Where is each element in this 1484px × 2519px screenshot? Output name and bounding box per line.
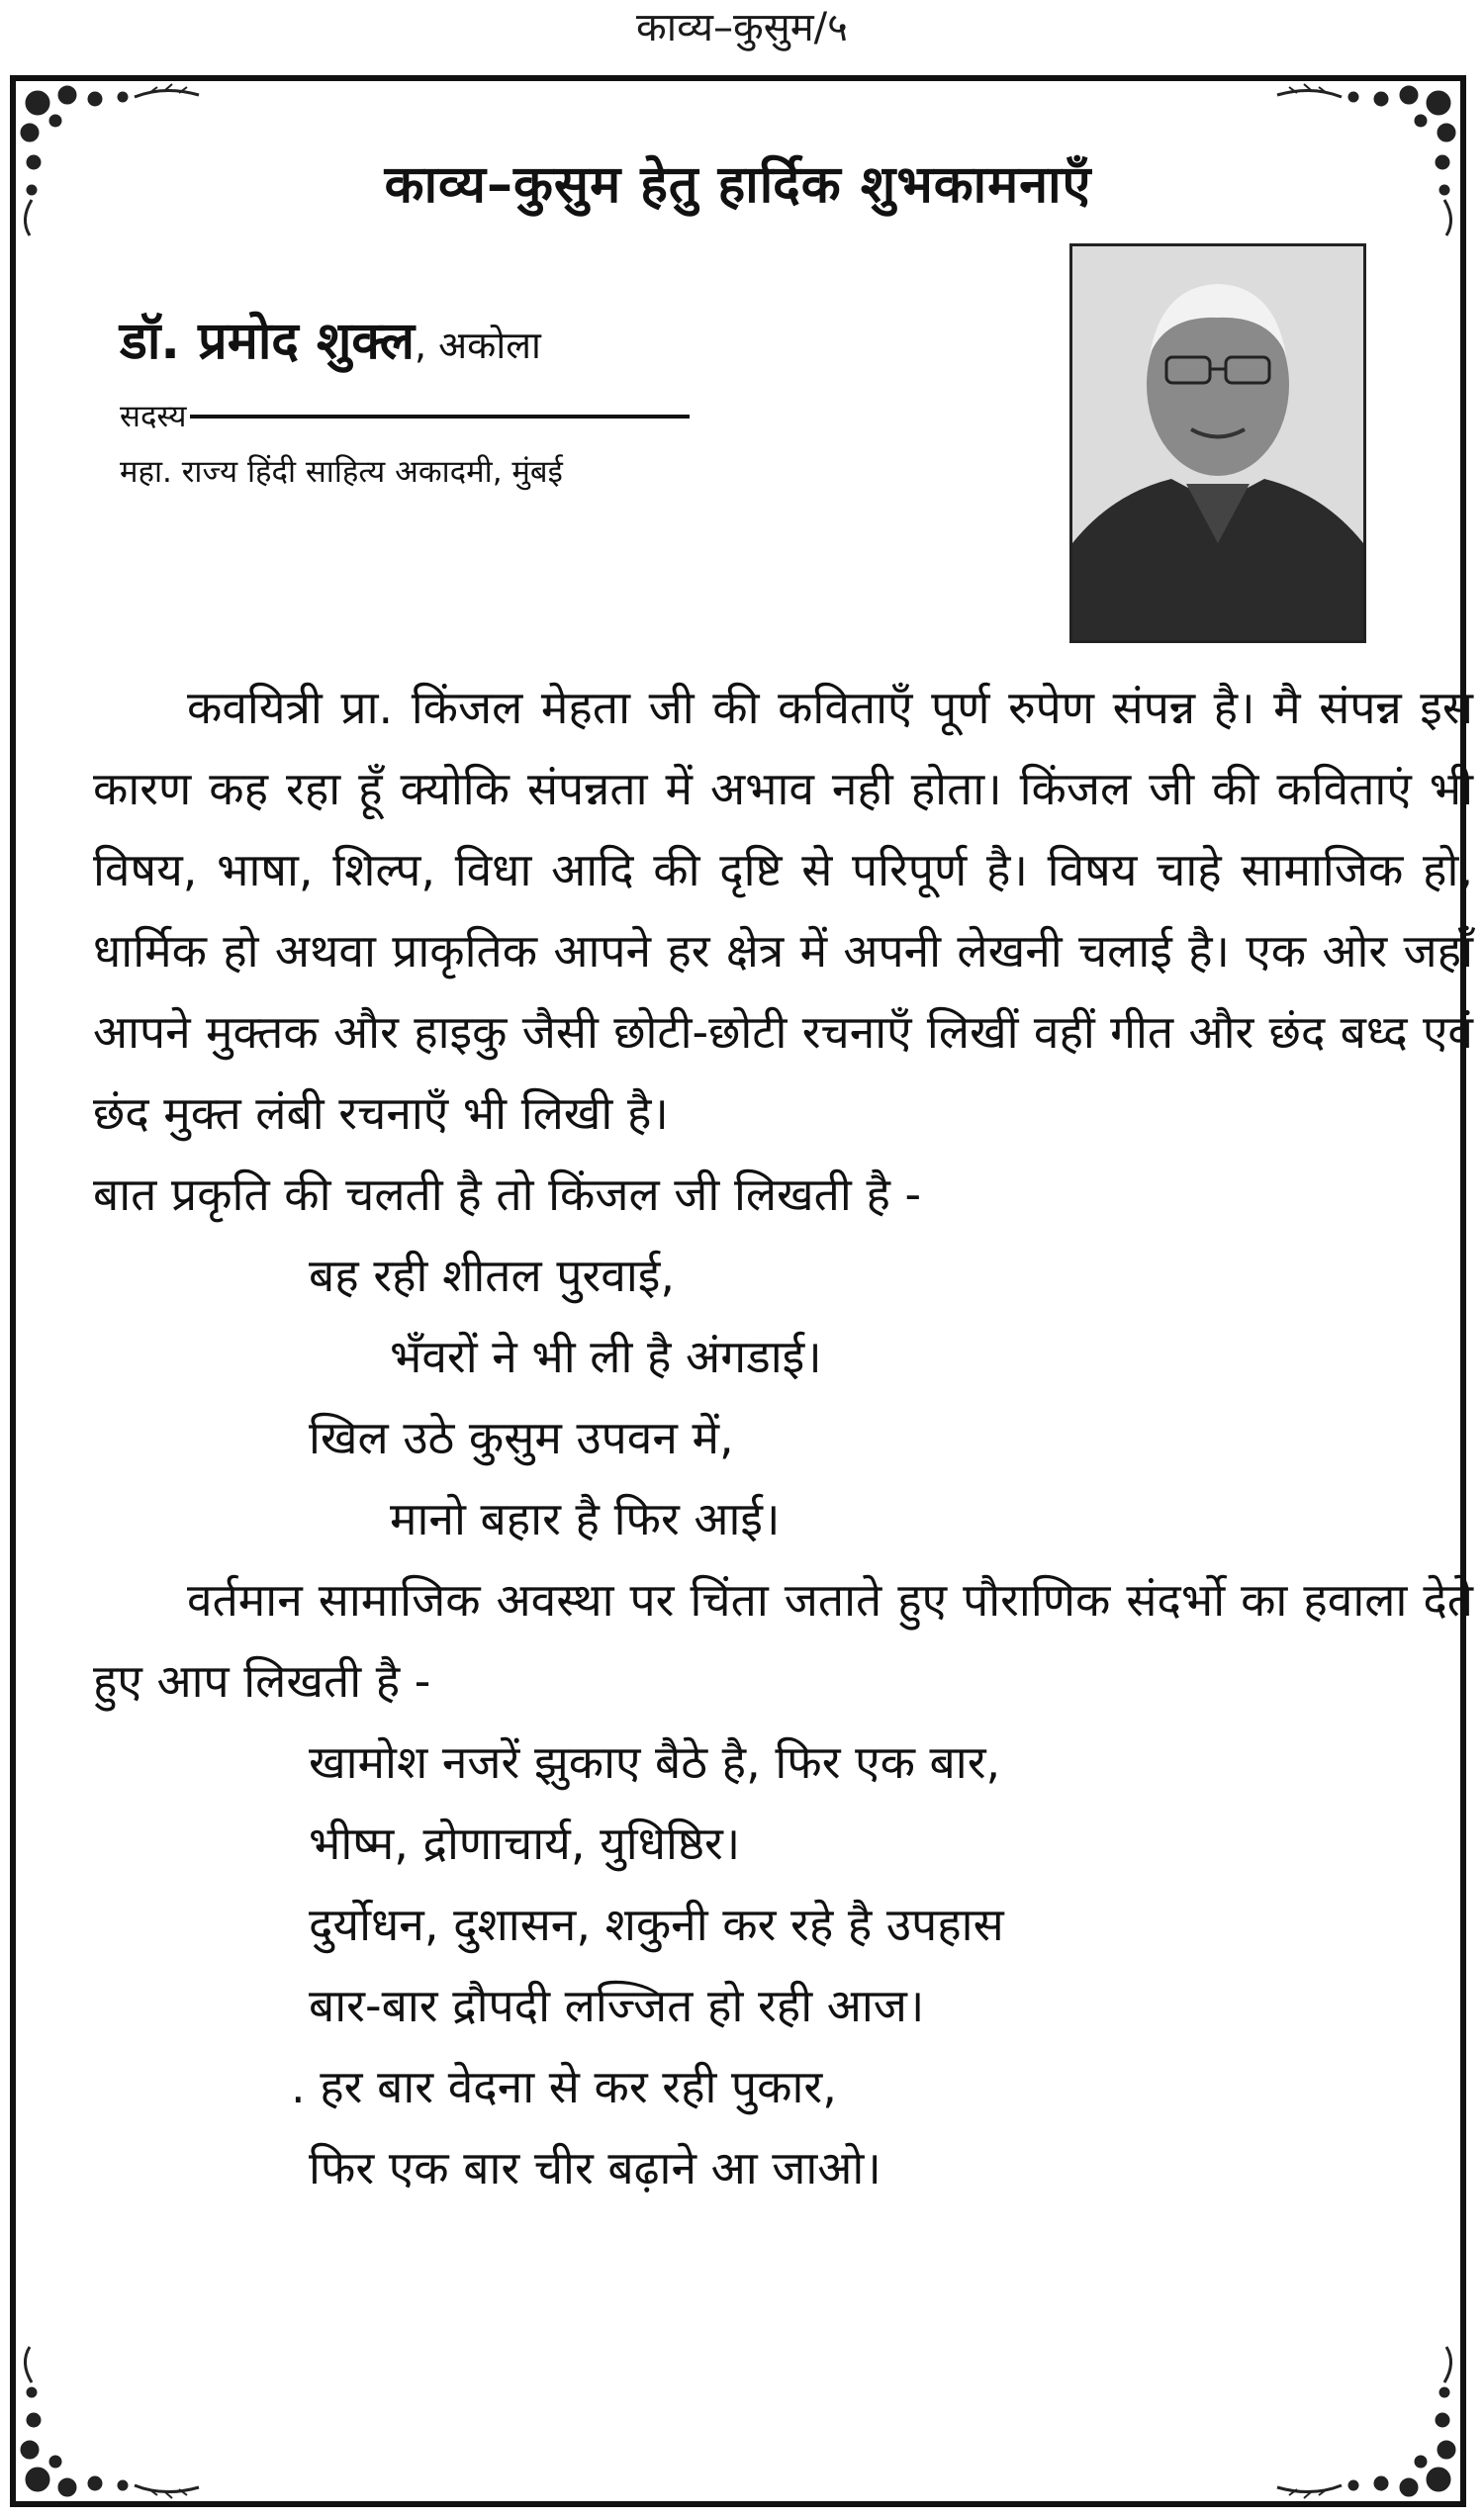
verse-line: भँवरों ने भी ली है अंगडाई।: [390, 1330, 822, 1383]
page-frame: [10, 75, 1473, 2507]
paragraph: बात प्रकृति की चलती है तो किंजल जी लिखती है -: [93, 1167, 922, 1221]
author-city: , अकोला: [414, 324, 541, 367]
author-block: [120, 307, 541, 380]
running-head: काव्य–कुसुम/५: [636, 5, 848, 50]
member-line: [120, 394, 690, 439]
verse-line: फिर एक बार चीर बढ़ाने आ जाओ।: [309, 2141, 881, 2194]
author-photo: [1069, 243, 1366, 643]
member-label: सदस्य: [120, 399, 187, 434]
verse-line: . हर बार वेदना से कर रही पुकार,: [291, 2060, 837, 2113]
verse-line: बह रही शीतल पुरवाई,: [309, 1249, 675, 1302]
article-body: [93, 667, 1473, 2208]
corner-ornament: [16, 2343, 214, 2501]
author-organization: महा. राज्य हिंदी साहित्य अकादमी, मुंबई: [120, 454, 563, 490]
corner-ornament: [1262, 2343, 1460, 2501]
portrait-image: [1072, 246, 1363, 640]
paragraph: कवयित्री प्रा. किंजल मेहता जी की कविताएँ पूर्ण रुपेण संपन्न है। मै संपन्न इस कारण कह रहा हूँ क्योकि संपन्नता में अभाव नही होता। किंजल जी की कविताएं भी विषय, भाषा, शिल्प, विधा आदि की दृष्टि से परिपूर्ण है। विषय चाहे सामाजिक हो, धार्मिक हो अथवा प्राकृतिक आपने हर क्षेत्र में अपनी लेखनी चलाई है। एक ओर जहाँ आपने मुक्तक और हाइकु जैसी छोटी-छोटी रचनाएँ लिखीं वहीं गीत और छंद बध्द एवं छंद मुक्त लंबी रचनाएँ भी लिखी है।: [93, 681, 1473, 1140]
member-rule: [190, 415, 690, 419]
verse-line: भीष्म, द्रोणाचार्य, युधिष्ठिर।: [309, 1817, 741, 1870]
verse-line: खामोश नजरें झुकाए बैठे है, फिर एक बार,: [309, 1735, 1001, 1789]
verse-line: दुर्योधन, दुशासन, शकुनी कर रहे है उपहास: [309, 1898, 1004, 1951]
author-name: डॉ. प्रमोद शुक्ल: [120, 312, 415, 371]
paragraph: वर्तमान सामाजिक अवस्था पर चिंता जताते हुए पौराणिक संदर्भो का हवाला देते हुए आप लिखती है -: [93, 1573, 1473, 1708]
verse-line: मानो बहार है फिर आई।: [390, 1492, 781, 1545]
page-title: काव्य–कुसुम हेतु हार्दिक शुभकामनाएँ: [384, 155, 1092, 215]
verse-line: बार-बार द्रौपदी लज्जित हो रही आज।: [309, 1979, 925, 2032]
verse-line: खिल उठे कुसुम उपवन में,: [309, 1411, 734, 1464]
